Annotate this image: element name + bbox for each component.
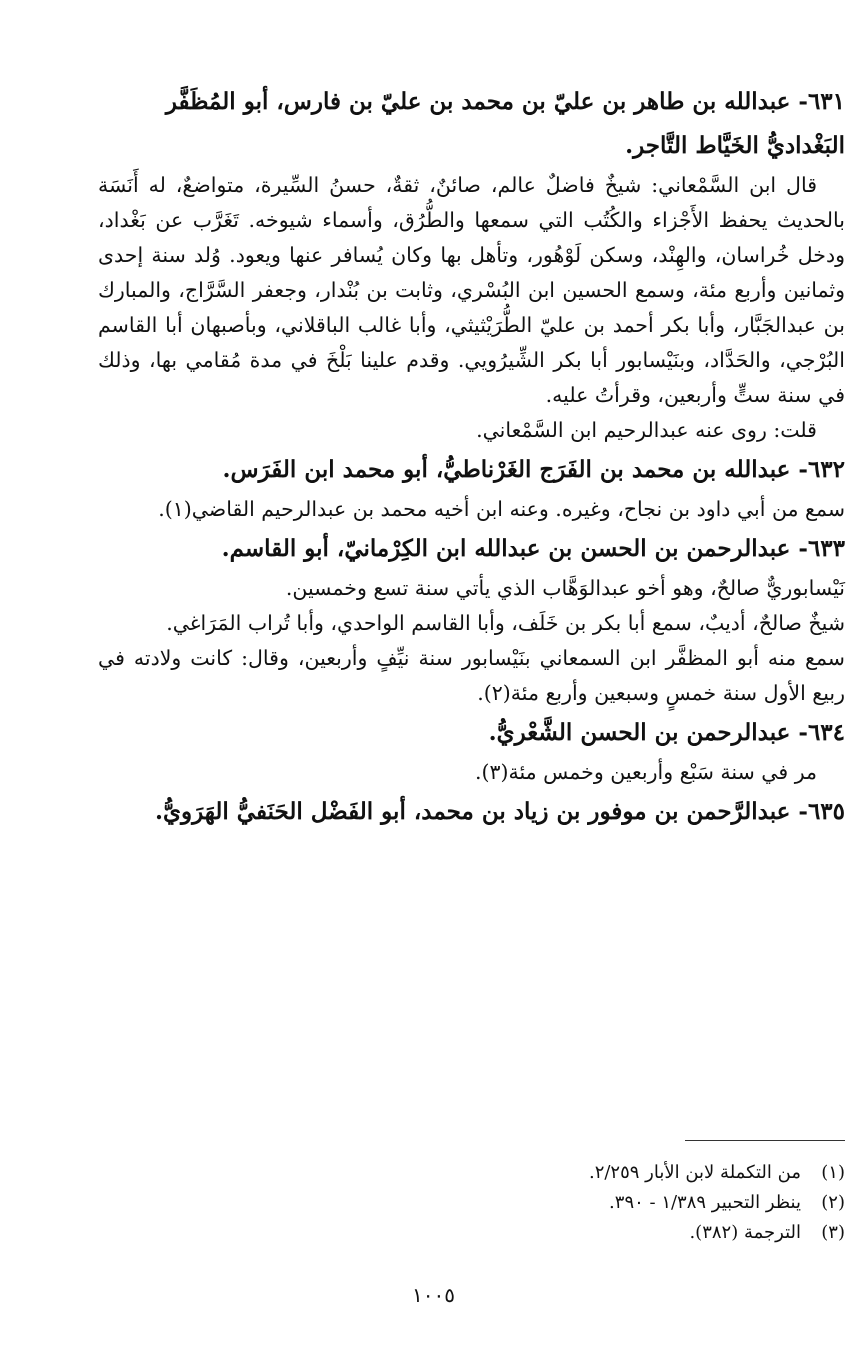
entry-633-paragraph-2: شيخٌ صالحٌ، أديبٌ، سمع أبا بكر بن خَلَف، وأبا القاسم الواحدي، وأبا تُراب المَرَاغي.: [166, 611, 845, 635]
footnote-divider: [685, 1140, 845, 1141]
footnote-3: [98, 1218, 845, 1248]
footnotes: [98, 1158, 845, 1248]
entry-631-paragraph-1: قال ابن السَّمْعاني: شيخٌ فاضلٌ عالم، صائنٌ، ثقةٌ، حسنُ السِّيرة، متواضعٌ، له أَنَسَة بالحديث يحفظ الأَجْزاء والكُتُب التي سمعها والطُّرُق، وأسماء شيوخه. تَغَرَّب عن بَغْداد، ودخل خُراسان، والهِنْد، وسكن لَوْهُور، وتأهل بها وكان يُسافر عنها ويعود. وُلد سنة إحدى وثمانين وأربع مئة، وسمع الحسين ابن البُسْري، وثابت بن بُنْدار، وجعفر السَّرَّاج، والمبارك بن عبدالجَبَّار، وأبا بكر أحمد بن عليّ الطُّرَيْثيثي، وأبا غالب الباقلاني، وبأصبهان أبا القاسم البُرْجي، والحَدَّاد، وبنَيْسابور أبا بكر الشِّيرُويي. وقدم علينا بَلْخَ في مدة مُقامي بها، وذلك في سنة ستٍّ وأربعين، وقرأتُ عليه.: [98, 173, 845, 407]
entry-heading-635: ٦٣٥- عبدالرَّحمن بن موفور بن زياد بن محمد، أبو الفَضْل الحَنَفيُّ الهَرَويُّ.: [154, 798, 845, 825]
footnote-1-number: (١): [821, 1162, 845, 1183]
footnote-3-number: (٣): [821, 1222, 845, 1243]
entry-heading-633: ٦٣٣- عبدالرحمن بن الحسن بن عبدالله ابن الكِرْمانيّ، أبو القاسم.: [221, 535, 845, 562]
page-number: ١٠٠٥: [412, 1283, 455, 1307]
footnote-1: [98, 1158, 845, 1188]
footnote-3-text: الترجمة (٣٨٢).: [689, 1222, 801, 1243]
entry-634-paragraph-1: مر في سنة سَبْع وأربعين وخمس مئة(٣).: [474, 760, 817, 784]
entry-631-paragraph-2: قلت: روى عنه عبدالرحيم ابن السَّمْعاني.: [476, 418, 817, 442]
entry-633-paragraph-1: نَيْسابوريٌّ صالحٌ، وهو أخو عبدالوَهَّاب الذي يأتي سنة تسع وخمسين.: [285, 576, 845, 600]
entry-heading-632: ٦٣٢- عبدالله بن محمد بن الفَرَج الغَرْناطيُّ، أبو محمد ابن الفَرَس.: [222, 456, 845, 483]
footnote-1-text: من التكملة لابن الأبار ٢/٢٥٩.: [588, 1162, 801, 1183]
footnote-2-number: (٢): [821, 1192, 845, 1213]
entry-633-paragraph-3: سمع منه أبو المظفَّر ابن السمعاني بنَيْسابور سنة نيِّفٍ وأربعين، وقال: كانت ولادته في ربيع الأول سنة خمسٍ وسبعين وأربع مئة(٢).: [98, 646, 845, 705]
entry-632-paragraph-1: سمع من أبي داود بن نجاح، وغيره. وعنه ابن أخيه محمد بن عبدالرحيم القاضي(١).: [158, 497, 845, 521]
footnote-2-text: ينظر التحبير ١/٣٨٩ - ٣٩٠.: [609, 1192, 801, 1213]
entry-heading-631: ٦٣١- عبدالله بن طاهر بن عليّ بن محمد بن عليّ بن فارس، أبو المُظَفَّر البَغْداديُّ الخَيَّاط التَّاجر.: [165, 88, 845, 159]
entry-heading-634: ٦٣٤- عبدالرحمن بن الحسن الشَّعْريُّ.: [488, 719, 845, 746]
footnote-2: [98, 1188, 845, 1218]
